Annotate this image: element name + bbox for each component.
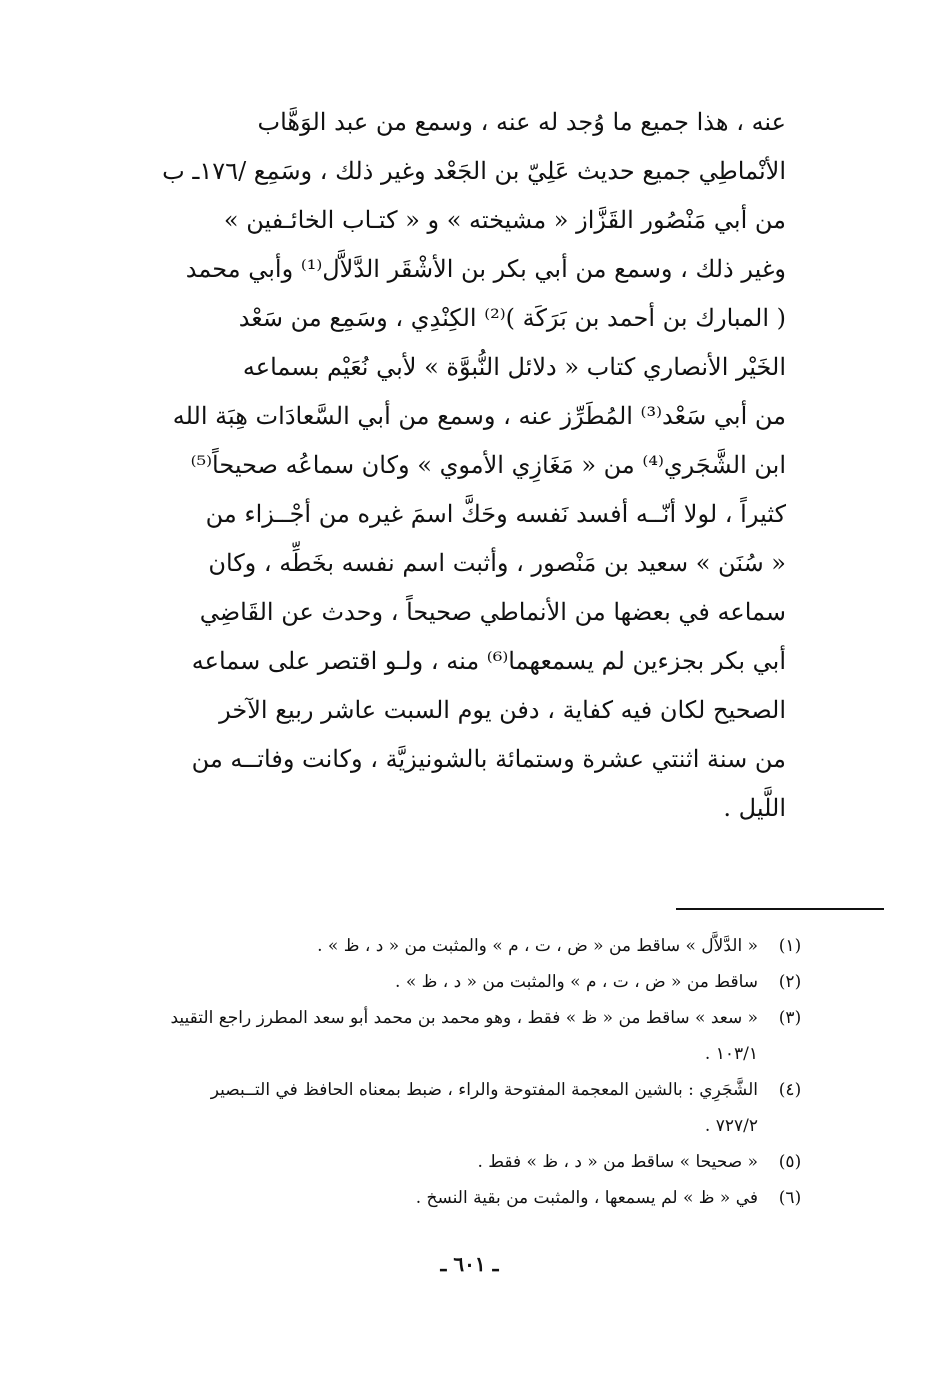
footnote-text-line: ساقط من « ض ، ت ، م » والمثبت من « د ، ظ » . bbox=[395, 972, 758, 992]
footnote-text-line: « الدَّلاَّل » ساقط من « ض ، ت ، م » والمثبت من « د ، ظ » . bbox=[317, 936, 758, 956]
footnote-number: (٢) bbox=[778, 972, 802, 992]
body-text-line: أبي بكر بجزءين لم يسمعهما⁽⁶⁾ منه ، ولـو اقتصر على سماعه bbox=[191, 647, 786, 675]
footnote bbox=[120, 1072, 810, 1144]
body-text-line: « سُنَن » سعيد بن مَنْصور ، وأثبت اسم نفسه بخَطِّه ، وكان bbox=[208, 549, 786, 577]
body-text-line: سماعه في بعضها من الأنماطي صحيحاً ، وحدث عن القَاضِي bbox=[199, 598, 786, 626]
body-text-line: ( المبارك بن أحمد بن بَرَكَة )⁽²⁾ الكِنْدِي ، وسَمِع من سَعْد bbox=[238, 304, 786, 332]
footnote-text-line: « صحيحا » ساقط من « د ، ظ » فقط . bbox=[477, 1152, 758, 1172]
body-text-line: الصحيح لكان فيه كفاية ، دفن يوم السبت عاشر ربيع الآخر bbox=[219, 696, 786, 724]
footnote-separator-rule bbox=[676, 908, 884, 910]
body-text-line: من سنة اثنتي عشرة وستمائة بالشونيزيَّة ، وكانت وفاتــه من bbox=[191, 745, 786, 773]
body-text-line: من أبي سَعْد⁽³⁾ المُطَرِّز عنه ، وسمع من أبي السَّعادَات هِبَة الله bbox=[172, 402, 786, 430]
footnote-number: (٣) bbox=[778, 1008, 802, 1028]
body-text-line: وغير ذلك ، وسمع من أبي بكر بن الأشْقَر الدَّلاَّل⁽¹⁾ وأبي محمد bbox=[185, 255, 786, 283]
footnote-text bbox=[120, 964, 758, 1000]
footnote-number: (٦) bbox=[778, 1188, 802, 1208]
body-text-line: الأنْماطِي جميع حديث عَلِيّ بن الجَعْد وغير ذلك ، وسَمِع /١٧٦ـ ب bbox=[162, 157, 786, 185]
footnote-number: (٤) bbox=[778, 1080, 802, 1100]
footnote-text bbox=[120, 928, 758, 964]
footnote-number: (٥) bbox=[778, 1152, 802, 1172]
footnote bbox=[120, 1144, 810, 1180]
footnote-text bbox=[120, 1144, 758, 1180]
page-number: ـ ٦٠١ ـ bbox=[440, 1252, 499, 1276]
footnotes-block bbox=[120, 928, 810, 1216]
footnote bbox=[120, 964, 810, 1000]
footnote-text-line: « سعد » ساقط من « ظ » فقط ، وهو محمد بن محمد أبو سعد المطرز راجع التقييد bbox=[170, 1008, 758, 1028]
footnote-text-line: في « ظ » لم يسمعها ، والمثبت من بقية النسخ . bbox=[415, 1188, 758, 1208]
footnote-text bbox=[120, 1180, 758, 1216]
footnote-text bbox=[120, 1072, 758, 1144]
footnote bbox=[120, 1000, 810, 1072]
footnote-number: (١) bbox=[778, 936, 802, 956]
main-text-block bbox=[150, 98, 786, 833]
footnote-text-line: ٧٢٧/٢ . bbox=[704, 1116, 758, 1136]
footnote-text-line: ١٠٣/١ . bbox=[704, 1044, 758, 1064]
footnote bbox=[120, 1180, 810, 1216]
footnote-text-line: الشَّجَرِي : بالشين المعجمة المفتوحة والراء ، ضبط بمعناه الحافظ في التــبصير bbox=[210, 1080, 758, 1100]
body-text-line: اللَّيل . bbox=[723, 794, 786, 822]
body-text-line: ابن الشَّجَري⁽⁴⁾ من « مَغَازِي الأموي » وكان سماعُه صحيحاً⁽⁵⁾ bbox=[190, 451, 786, 479]
body-text-line: من أبي مَنْصُور القَزَّاز « مشيخته » و « كتـاب الخائـفين » bbox=[223, 206, 786, 234]
body-text-line: الخَيْر الأنصاري كتاب « دلائل النُّبوَّة » لأبي نُعَيْم بسماعه bbox=[242, 353, 786, 381]
body-text-line: عنه ، هذا جميع ما وُجد له عنه ، وسمع من عبد الوَهَّاب bbox=[257, 108, 786, 136]
footnote bbox=[120, 928, 810, 964]
footnote-text bbox=[120, 1000, 758, 1072]
body-text-line: كثيراً ، لولا أنّــه أفسد نَفسه وحَكَّ اسمَ غيره من أجْــزاء من bbox=[205, 500, 786, 528]
